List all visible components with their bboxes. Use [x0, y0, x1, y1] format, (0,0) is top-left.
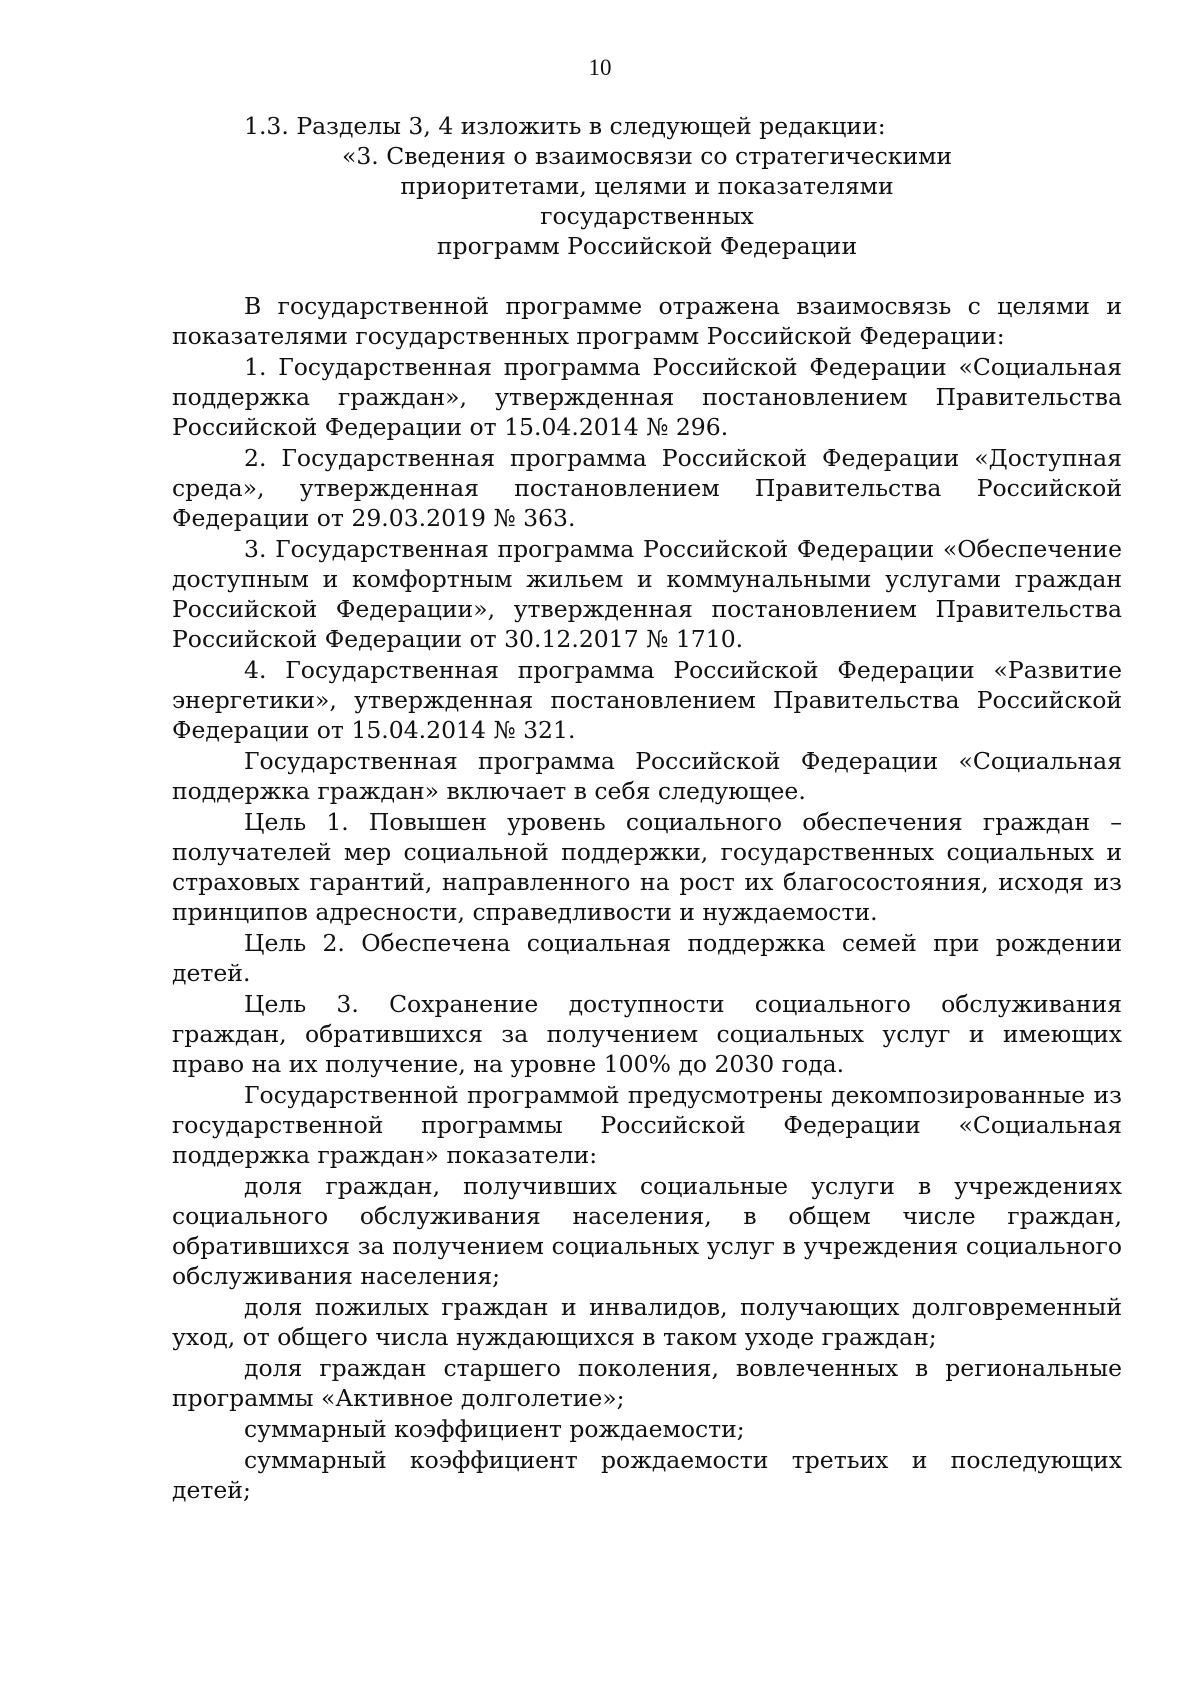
page-number: 10 — [588, 55, 612, 80]
paragraph: Цель 2. Обеспечена социальная поддержка семей при рождении детей. — [172, 929, 1122, 987]
paragraph: В государственной программе отражена взаимосвязь с целями и показателями государственных программ Российской Федерации: — [172, 292, 1122, 350]
amendment-intro: 1.3. Разделы 3, 4 изложить в следующей редакции: — [244, 112, 886, 140]
paragraph: Цель 1. Повышен уровень социального обеспечения граждан – получателей мер социальной поддержки, государственных социальных и страховых гарантий, направленного на рост их благосостояния, исходя из принципов адресности, справедливости и нуждаемости. — [172, 808, 1122, 926]
paragraph: суммарный коэффициент рождаемости; — [244, 1415, 745, 1443]
section-title — [172, 141, 1122, 261]
document-body — [172, 111, 1122, 1506]
paragraph: Цель 3. Сохранение доступности социального обслуживания граждан, обратившихся за получением социальных услуг и имеющих право на их получение, на уровне 100% до 2030 года. — [172, 990, 1122, 1078]
paragraph: Государственной программой предусмотрены декомпозированные из государственной программы Российской Федерации «Социальная поддержка граждан» показатели: — [172, 1081, 1122, 1169]
paragraph: 4. Государственная программа Российской Федерации «Развитие энергетики», утвержденная постановлением Правительства Российской Федерации от 15.04.2014 № 321. — [172, 656, 1122, 744]
paragraph: доля пожилых граждан и инвалидов, получающих долговременный уход, от общего числа нуждающихся в таком уходе граждан; — [172, 1293, 1122, 1351]
paragraph: Государственная программа Российской Федерации «Социальная поддержка граждан» включает в себя следующее. — [172, 747, 1122, 805]
paragraph: доля граждан, получивших социальные услуги в учреждениях социального обслуживания населения, в общем числе граждан, обратившихся за получением социальных услуг в учреждения социального обслуживания населения; — [172, 1172, 1122, 1290]
paragraph: 1. Государственная программа Российской Федерации «Социальная поддержка граждан», утвержденная постановлением Правительства Российской Федерации от 15.04.2014 № 296. — [172, 353, 1122, 441]
paragraph: 2. Государственная программа Российской Федерации «Доступная среда», утвержденная постановлением Правительства Российской Федерации от 29.03.2019 № 363. — [172, 444, 1122, 532]
section-title-line: программ Российской Федерации — [436, 232, 858, 260]
paragraph: 3. Государственная программа Российской Федерации «Обеспечение доступным и комфортным жильем и коммунальными услугами граждан Российской Федерации», утвержденная постановлением Правительства Российской Федерации от 30.12.2017 № 1710. — [172, 535, 1122, 653]
paragraph: доля граждан старшего поколения, вовлеченных в региональные программы «Активное долголетие»; — [172, 1354, 1122, 1412]
paragraph: суммарный коэффициент рождаемости третьих и последующих детей; — [172, 1446, 1122, 1504]
section-title-line: «3. Сведения о взаимосвязи со стратегическими — [341, 142, 953, 170]
section-title-line: приоритетами, целями и показателями государственных — [400, 172, 894, 230]
spacer — [172, 261, 1122, 291]
